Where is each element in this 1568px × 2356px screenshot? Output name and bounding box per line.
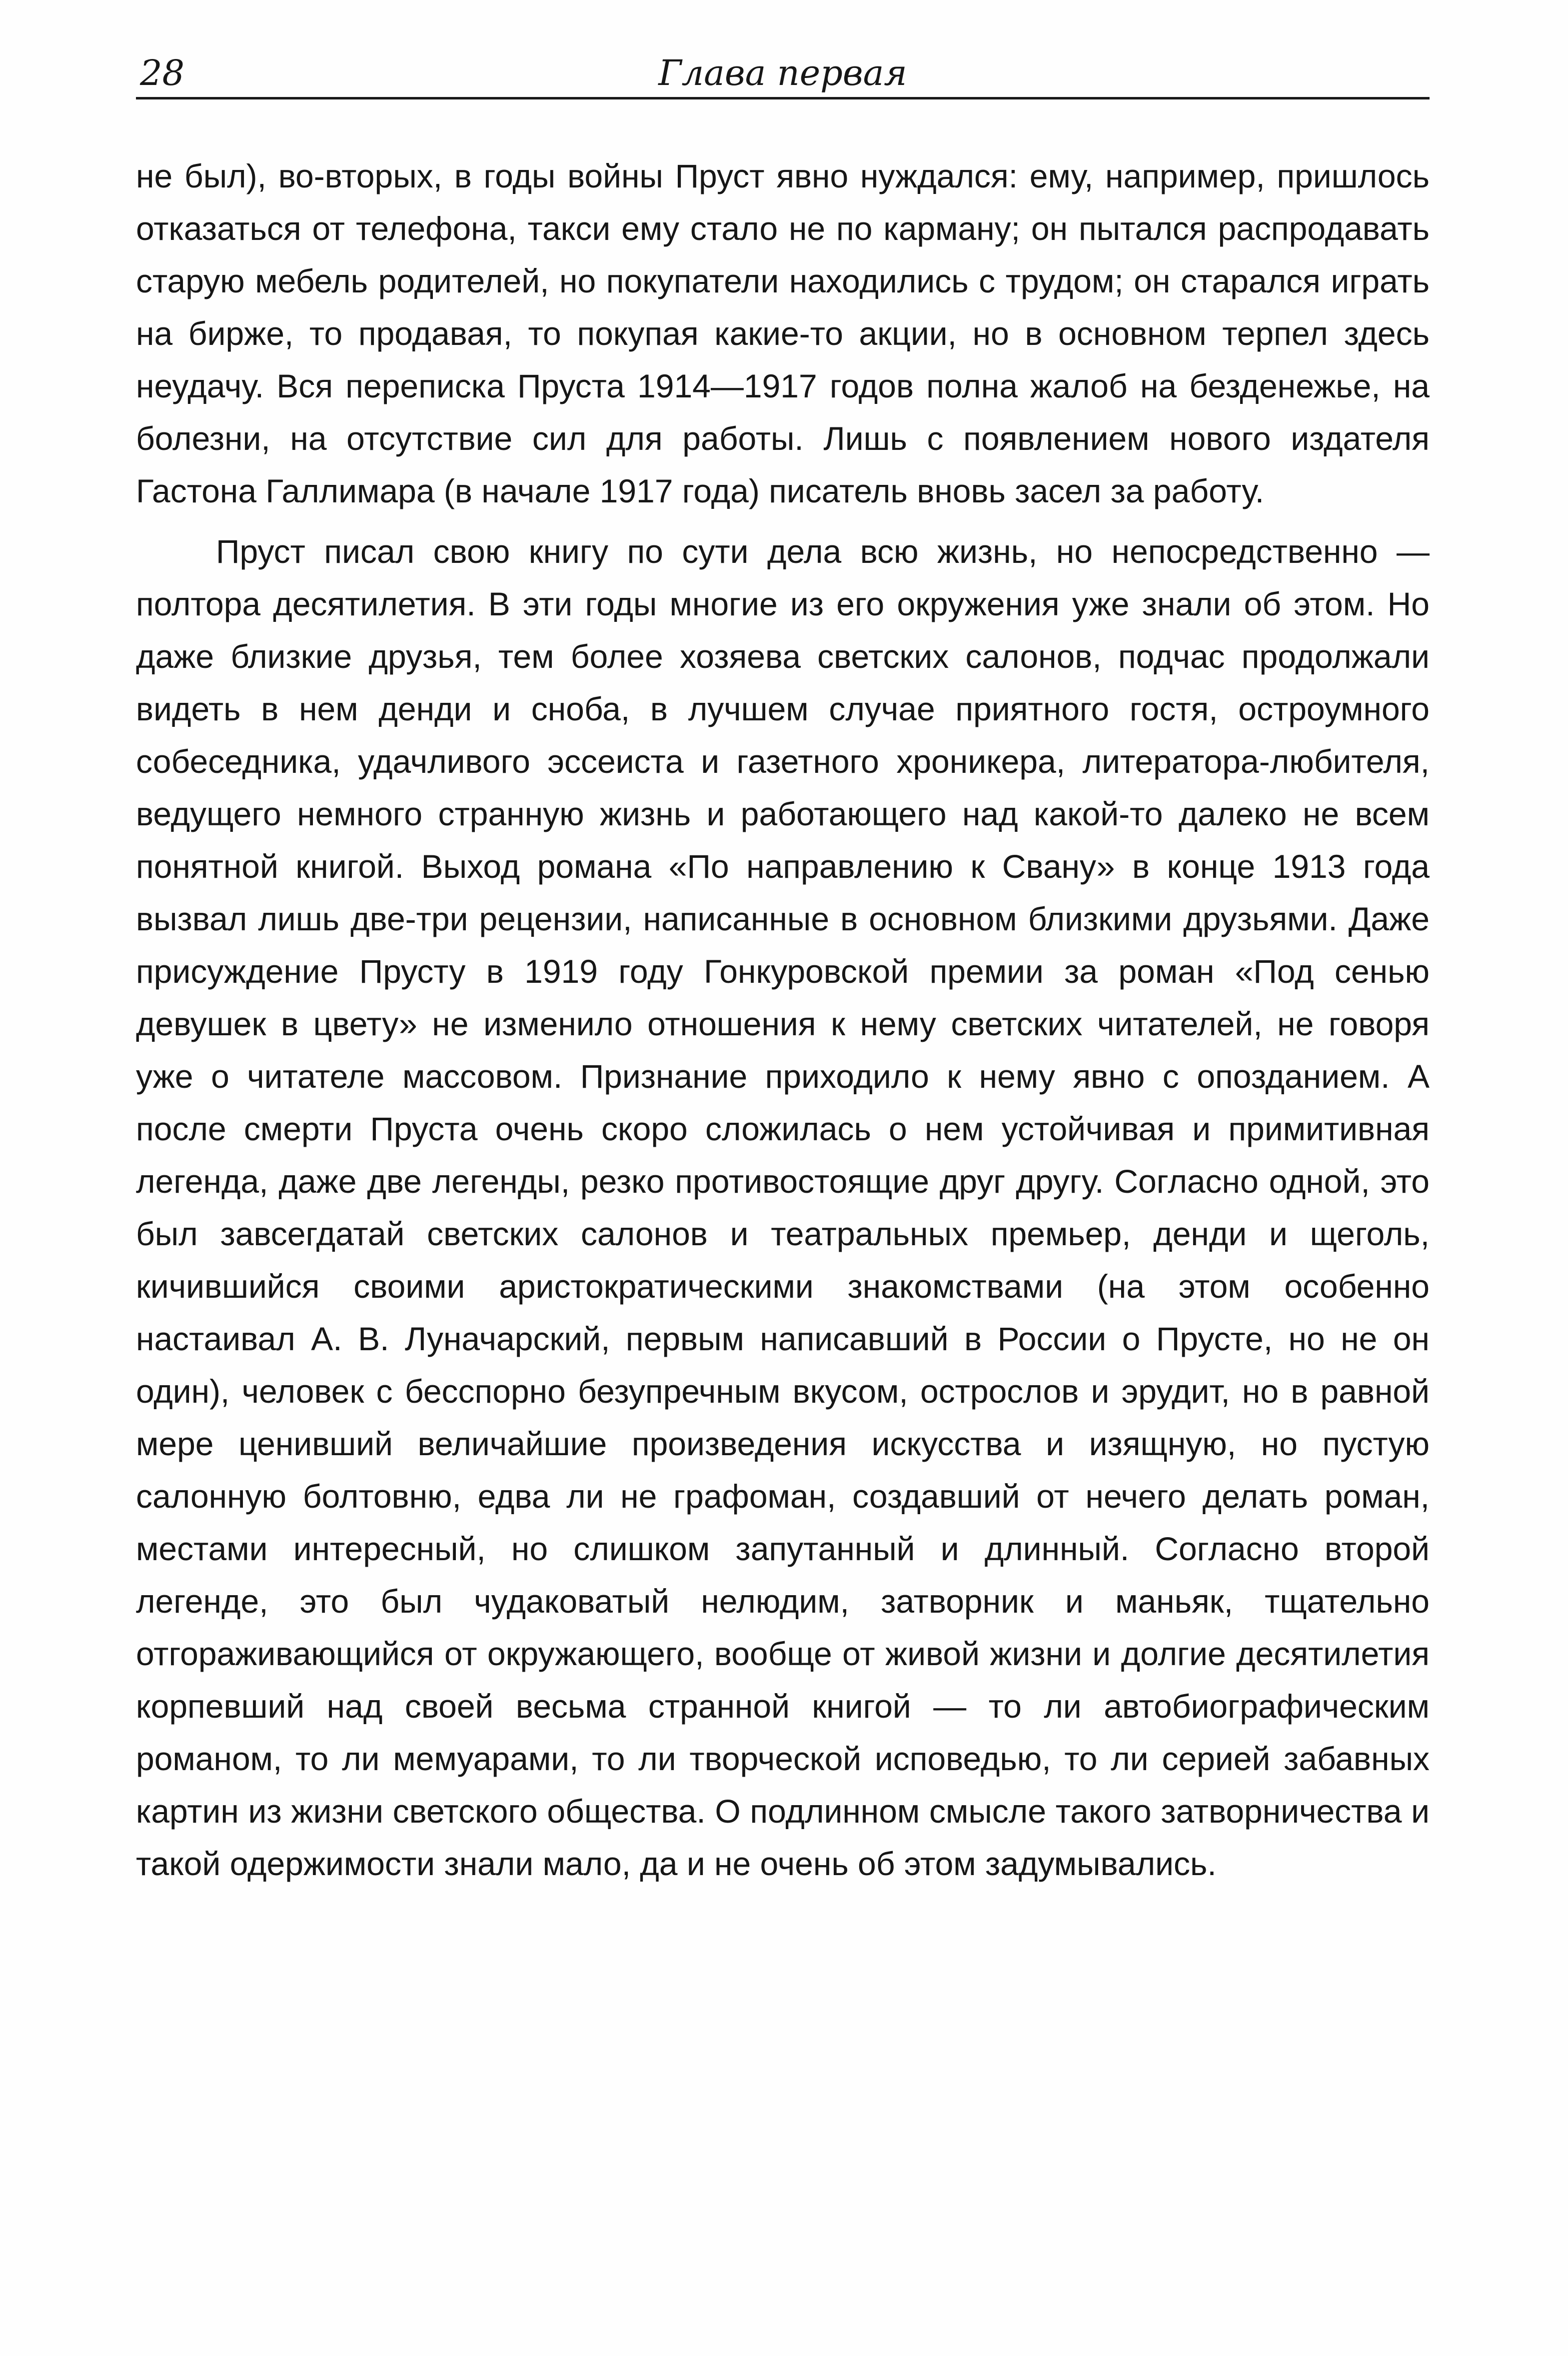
body-text [136, 150, 1430, 1890]
paragraph: Пруст писал свою книгу по сути дела всю жизнь, но непосредственно — полтора десятилетия. В эти годы многие из его окружения уже знали об этом. Но даже близкие друзья, тем более хозяева светских салонов, подчас продолжали видеть в нем денди и сноба, в лучшем случае приятного гостя, остроумного собеседника, удачливого эссеиста и газетного хроникера, литератора-любителя, ведущего немного странную жизнь и работающего над какой-то далеко не всем понятной книгой. Выход романа «По направлению к Свану» в конце 1913 года вызвал лишь две-три рецензии, написанные в основном близкими друзьями. Даже присуждение Прусту в 1919 году Гонкуровской премии за роман «Под сенью девушек в цвету» не изменило отношения к нему светских читателей, не говоря уже о читателе массовом. Признание приходило к нему явно с опозданием. А после смерти Пруста очень скоро сложилась о нем устойчивая и примитивная легенда, даже две легенды, резко противостоящие друг другу. Согласно одной, это был завсегдатай светских салонов и театральных премьер, денди и щеголь, кичившийся своими аристократическими знакомствами (на этом особенно настаивал А. В. Луначарский, первым написавший в России о Прусте, но не он один), человек с бесспорно безупречным вкусом, острослов и эрудит, но в равной мере ценивший величайшие произведения искусства и изящную, но пустую салонную болтовню, едва ли не графоман, создавший от нечего делать роман, местами интересный, но слишком запутанный и длинный. Согласно второй легенде, это был чудаковатый нелюдим, затворник и маньяк, тщательно отгораживающийся от окружающего, вообще от живой жизни и долгие десятилетия корпевший над своей весьма странной книгой — то ли автобиографическим романом, то ли мемуарами, то ли творческой исповедью, то ли серией забавных картин из жизни светского общества. О подлинном смысле такого затворничества и такой одержимости знали мало, да и не очень об этом задумывались. [136, 533, 1430, 1882]
running-head [136, 48, 1430, 98]
page-number: 28 [140, 52, 185, 93]
paragraph-continuation: не был), во-вторых, в годы войны Пруст явно нуждался: ему, например, пришлось отказаться от телефона, такси ему стало не по карману; он пытался распродавать старую мебель родителей, но покупатели находились с трудом; он старался играть на бирже, то продавая, то покупая какие-то акции, но в основном терпел здесь неудачу. Вся переписка Пруста 1914—1917 годов полна жалоб на безденежье, на болезни, на отсутствие сил для работы. Лишь с появлением нового издателя Гастона Галлимара (в начале 1917 года) писатель вновь засел за работу. [136, 157, 1430, 509]
chapter-title: Глава первая [658, 52, 907, 93]
header-rule [136, 97, 1430, 99]
